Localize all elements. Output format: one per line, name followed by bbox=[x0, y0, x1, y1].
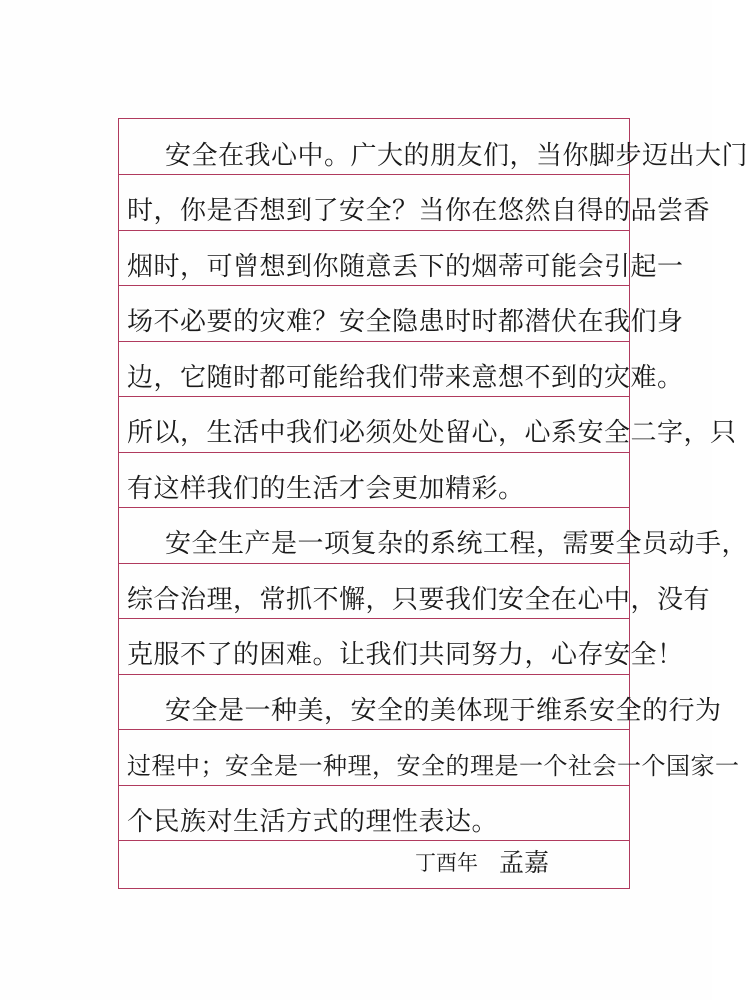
text-line-10: 克服不了的困难。让我们共同努力，心存安全！ bbox=[127, 640, 684, 670]
text-line-3: 烟时，可曾想到你随意丢下的烟蒂可能会引起一 bbox=[127, 252, 684, 282]
text-line-13: 个民族对生活方式的理性表达。 bbox=[127, 807, 499, 837]
signature-name: 孟嘉 bbox=[499, 848, 550, 877]
text-line-8: 安全生产是一项复杂的系统工程，需要全员动手， bbox=[165, 529, 748, 559]
text-line-6: 所以，生活中我们必须处处留心，心系安全二字，只 bbox=[127, 418, 737, 448]
signature-block bbox=[119, 841, 629, 887]
ruled-frame bbox=[118, 118, 748, 889]
text-line-7: 有这样我们的生活才会更加精彩。 bbox=[127, 474, 525, 504]
text-line-5: 边，它随时都可能给我们带来意想不到的灾难。 bbox=[127, 363, 684, 393]
signature-date: 丁酉年 bbox=[415, 851, 478, 875]
text-line-1: 安全在我心中。广大的朋友们，当你脚步迈出大门 bbox=[165, 141, 748, 171]
text-line-9: 综合治理，常抓不懈，只要我们安全在心中，没有 bbox=[127, 585, 711, 615]
text-line-4: 场不必要的灾难？安全隐患时时都潜伏在我们身 bbox=[127, 307, 684, 337]
text-line-11: 安全是一种美，安全的美体现于维系安全的行为 bbox=[165, 696, 722, 726]
text-line-2: 时，你是否想到了安全？当你在悠然自得的品尝香 bbox=[127, 196, 711, 226]
text-line-12: 过程中；安全是一种理，安全的理是一个社会一个国家一 bbox=[127, 752, 740, 780]
